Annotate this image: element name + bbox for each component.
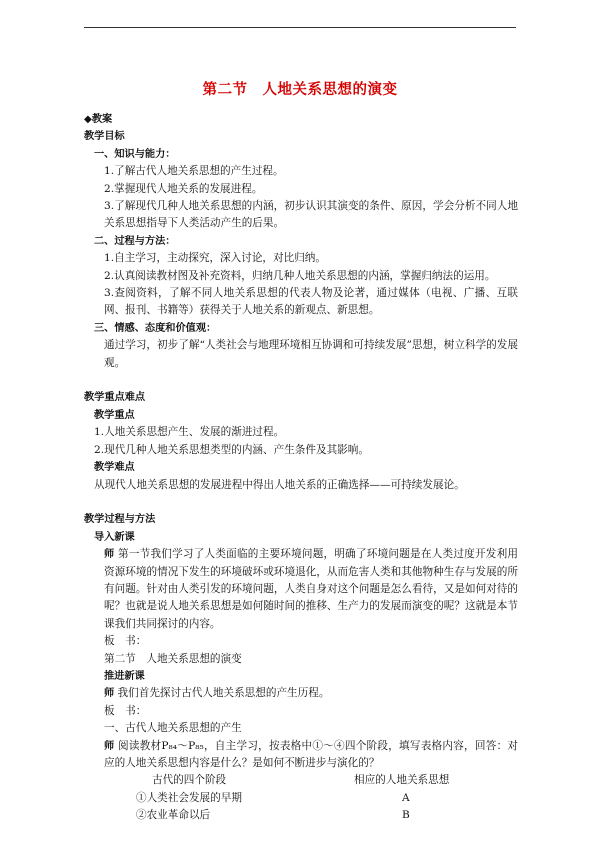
table-cell-stage: ②农业革命以后 (136, 809, 211, 822)
goals-section-3-text: 通过学习，初步了解“人类社会与地理环境相互协调和可持续发展”思想，树立科学的发展观。 (104, 339, 518, 369)
table-cell-stage: ①人类社会发展的早期 (136, 791, 242, 804)
process-heading: 教学过程与方法 (84, 514, 156, 526)
teacher-label: 师 (104, 549, 115, 561)
teacher-paragraph-3-text: 阅读教材P₈₄～P₈₅，自主学习，按表格中①～④四个阶段，填写表格内容，回答：对应的人地关系思想内容是什么？是如何不断进步与演化的？ (104, 739, 519, 769)
keypoints-heading: 教学重点难点 (84, 392, 146, 404)
teacher-paragraph-2 (84, 685, 518, 702)
goals-item: 3.查阅资料，了解不同人地关系思想的代表人物及论著，通过媒体（电视、广播、互联网、报刊、书籍等）获得关于人地关系的新观点、新思想。 (104, 287, 518, 317)
teacher-label: 师 (104, 740, 115, 752)
teacher-label: 师 (104, 688, 115, 700)
keypoints-nandian: 教学难点 (94, 462, 135, 474)
table-cell-idea: A (402, 791, 410, 804)
document-body (84, 111, 518, 825)
banshu-label: 板 书： (104, 635, 147, 648)
goals-item: 3.了解现代几种人地关系思想的内涵，初步认识其演变的条件、原因，学会分析不同人地关系思想指导下人类活动产生的后果。 (104, 200, 518, 230)
table-row (84, 807, 518, 824)
table-header-row (84, 772, 518, 789)
goals-item: 2.认真阅读教材图及补充资料，归纳几种人地关系思想的内涵，掌握归纳法的运用。 (104, 269, 496, 282)
goals-item: 1.自主学习，主动探究，深入讨论，对比归纳。 (104, 252, 326, 265)
table-header-stage: 古代的四个阶段 (152, 774, 227, 787)
keypoints-zhongdian: 教学重点 (94, 409, 135, 421)
goals-heading: 教学目标 (84, 131, 125, 143)
goals-section-2-heading: 二、过程与方法： (94, 235, 176, 247)
teacher-paragraph-2-text: 我们首先探讨古代人地关系思想的产生历程。 (114, 687, 330, 700)
table-row (84, 790, 518, 807)
section-title-line: 第二节 人地关系思想的演变 (104, 652, 242, 665)
advance-label: 推进新课 (104, 670, 145, 682)
teacher-paragraph-1 (84, 546, 518, 633)
table-header-idea: 相应的人地关系思想 (354, 774, 450, 787)
table-cell-idea: B (402, 809, 410, 822)
keypoints-item: 1.人地关系思想产生、发展的渐进过程。 (94, 426, 285, 439)
header-rule (84, 27, 516, 28)
teacher-paragraph-1-text: 第一节我们学习了人类面临的主要环境问题，明确了环境问题是在人类过度开发利用资源环境的情况下发生的环境破坏或环境退化，从而危害人类和其他物种生存与发展的所有问题。针对由人类引发的环境问题，人类自身对这个问题是怎么看待，又是如何对待的呢？也就是说人地关系思想是如何随时间的推移、生产力的发展而演变的呢？这就是本节课我们共同探讨的内容。 (104, 548, 519, 630)
page-title: 第二节 人地关系思想的演变 (202, 82, 398, 98)
goals-item: 1.了解古代人地关系思想的产生过程。 (104, 165, 284, 178)
jiaoan-label: ◆教案 (84, 114, 113, 125)
goals-item: 2.掌握现代人地关系的发展进程。 (104, 182, 263, 195)
subsection-heading: 一、古代人地关系思想的产生 (104, 722, 242, 735)
teacher-paragraph-3 (84, 738, 518, 773)
goals-section-1-heading: 一、知识与能力： (94, 148, 176, 160)
goals-section-3-heading: 三、情感、态度和价值观： (94, 322, 217, 334)
process-intro-label: 导入新课 (94, 531, 135, 543)
keypoints-item: 2.现代几种人地关系思想类型的内涵、产生条件及其影响。 (94, 443, 369, 456)
banshu-label: 板 书： (104, 704, 147, 717)
keypoints-nandian-text: 从现代人地关系思想的发展进程中得出人地关系的正确选择——可持续发展论。 (94, 478, 465, 491)
